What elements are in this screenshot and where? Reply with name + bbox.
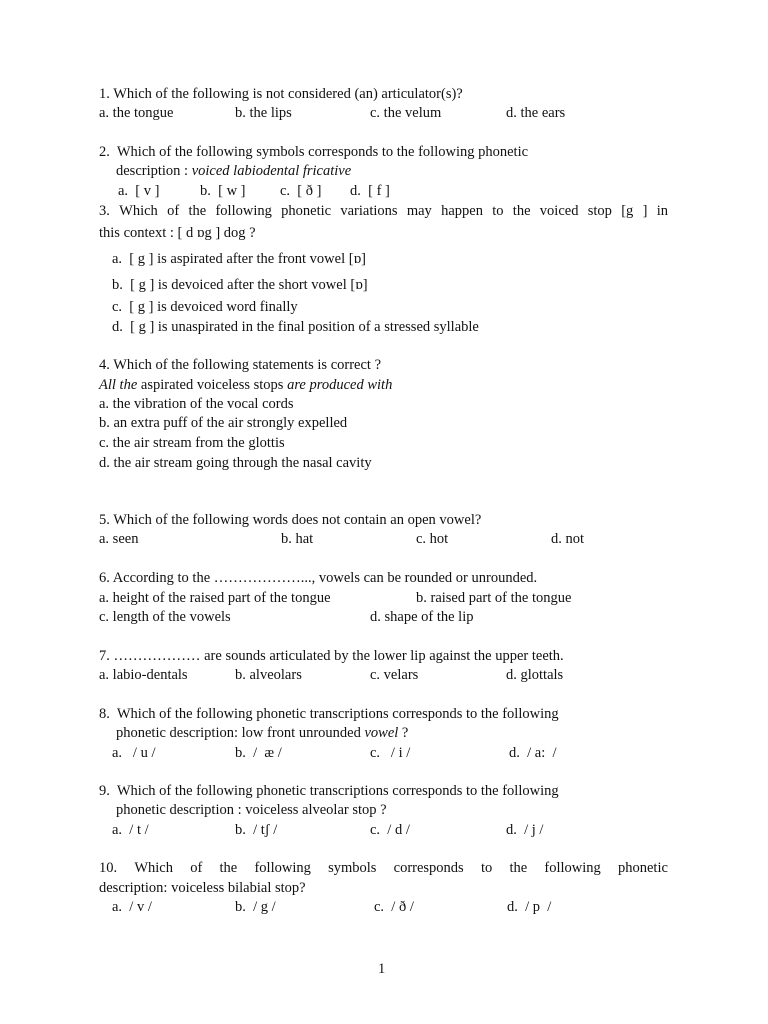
q8-stem-line2 [116, 724, 408, 742]
q10-word: of [190, 860, 203, 876]
q4-option-c: c. the air stream from the glottis [99, 435, 285, 451]
q5-option-c: c. hot [416, 531, 449, 547]
q3-word: stop [587, 203, 612, 219]
q3-word: to [492, 203, 504, 219]
q8-option-b: b. / æ / [235, 745, 282, 761]
q8-stem: 8. Which of the following phonetic transcriptions corresponds to the following [99, 706, 559, 722]
q2-stem-italic: voiced labiodental fricative [191, 163, 352, 179]
q10-word: following [254, 860, 311, 876]
q3-word: the [188, 203, 207, 219]
q8-option-a: a. / u / [112, 745, 156, 761]
q2-stem-prefix: description : [116, 163, 192, 179]
q9-option-a: a. / t / [112, 822, 149, 838]
q10-word: Which [134, 860, 173, 876]
q7-option-b: b. alveolars [235, 667, 302, 683]
q7-option-c: c. velars [370, 667, 419, 683]
q10-word: corresponds [393, 860, 464, 876]
q9-stem-line2: phonetic description : voiceless alveolar stop ? [116, 802, 387, 818]
q8-option-c: c. / i / [370, 745, 411, 761]
q1-stem: 1. Which of the following is not considered (an) articulator(s)? [99, 86, 463, 102]
q3-option-a: a. [ g ] is aspirated after the front vowel [ɒ] [112, 251, 366, 267]
q4-sub-plain: aspirated voiceless stops [137, 377, 288, 393]
q4-option-b: b. an extra puff of the air strongly expelled [99, 415, 348, 431]
q5-option-d: d. not [551, 531, 585, 547]
q3-stem [99, 202, 668, 220]
q3-word: may [406, 203, 432, 219]
q3-word: voiced [539, 203, 579, 219]
q10-word: following [544, 860, 601, 876]
q8-stem-italic: vowel [364, 725, 399, 741]
q2-stem-line2 [116, 162, 351, 180]
q10-stem [99, 859, 668, 877]
q4-sub-italic1: All the [99, 377, 138, 393]
q3-word: in [656, 203, 668, 219]
q2-option-a: a. [ v ] [118, 183, 160, 199]
q10-option-d: d. / p / [507, 899, 552, 915]
q3-word: the [512, 203, 531, 219]
q9-stem: 9. Which of the following phonetic transcriptions corresponds to the following [99, 783, 559, 799]
q5-option-b: b. hat [281, 531, 314, 547]
q3-word: 3. [99, 203, 110, 219]
q10-word: 10. [99, 860, 118, 876]
q10-word: phonetic [617, 860, 668, 876]
q10-word: the [509, 860, 528, 876]
q3-word: of [167, 203, 180, 219]
q3-word: phonetic [281, 203, 332, 219]
q4-option-a: a. the vibration of the vocal cords [99, 396, 294, 412]
q9-option-d: d. / j / [506, 822, 544, 838]
q8-option-d: d. / a: / [509, 745, 557, 761]
q1-option-b: b. the lips [235, 105, 292, 121]
q9-option-c: c. / d / [370, 822, 410, 838]
page-number: 1 [378, 961, 386, 977]
q6-stem: 6. According to the ………………..., vowels can be rounded or unrounded. [99, 570, 538, 586]
q7-stem: 7. ……………… are sounds articulated by the lower lip against the upper teeth. [99, 648, 564, 664]
q2-option-d: d. [ f ] [350, 183, 390, 199]
q3-word: [g [621, 203, 634, 219]
q4-stem: 4. Which of the following statements is correct ? [99, 357, 381, 373]
q2-option-b: b. [ w ] [200, 183, 246, 199]
q10-word: to [480, 860, 493, 876]
q3-word: variations [340, 203, 398, 219]
q10-option-a: a. / v / [112, 899, 152, 915]
q1-option-c: c. the velum [370, 105, 442, 121]
q10-word: the [219, 860, 238, 876]
q5-option-a: a. seen [99, 531, 139, 547]
q3-word: following [215, 203, 272, 219]
q10-option-c: c. / ð / [374, 899, 414, 915]
q3-option-d: d. [ g ] is unaspirated in the final position of a stressed syllable [112, 319, 479, 335]
q3-stem-line2: this context : [ d ɒg ] dog ? [99, 225, 256, 241]
q9-option-b: b. / tʃ / [235, 822, 278, 838]
q6-option-c: c. length of the vowels [99, 609, 231, 625]
q10-stem-line2: description: voiceless bilabial stop? [99, 880, 306, 896]
q3-option-b: b. [ g ] is devoiced after the short vowel [ɒ] [112, 277, 368, 293]
q6-option-b: b. raised part of the tongue [416, 590, 572, 606]
q4-sub-stem [99, 376, 392, 394]
q10-option-b: b. / g / [235, 899, 276, 915]
q6-option-a: a. height of the raised part of the tongue [99, 590, 331, 606]
q1-option-a: a. the tongue [99, 105, 174, 121]
q8-stem-suffix: ? [398, 725, 409, 741]
q3-option-c: c. [ g ] is devoiced word finally [112, 299, 298, 315]
q8-stem-prefix: phonetic description: low front unrounded [116, 725, 365, 741]
q4-sub-italic2: are produced with [287, 377, 393, 393]
q7-option-a: a. labio-dentals [99, 667, 188, 683]
q10-word: symbols [328, 860, 377, 876]
q1-option-d: d. the ears [506, 105, 566, 121]
q3-word: happen [441, 203, 483, 219]
q4-option-d: d. the air stream going through the nasal cavity [99, 455, 372, 471]
q5-stem: 5. Which of the following words does not contain an open vowel? [99, 512, 482, 528]
q2-option-c: c. [ ð ] [280, 183, 322, 199]
q6-option-d: d. shape of the lip [370, 609, 474, 625]
q7-option-d: d. glottals [506, 667, 564, 683]
q3-word: ] [642, 203, 648, 219]
q2-stem: 2. Which of the following symbols corresponds to the following phonetic [99, 144, 529, 160]
q3-word: Which [119, 203, 158, 219]
